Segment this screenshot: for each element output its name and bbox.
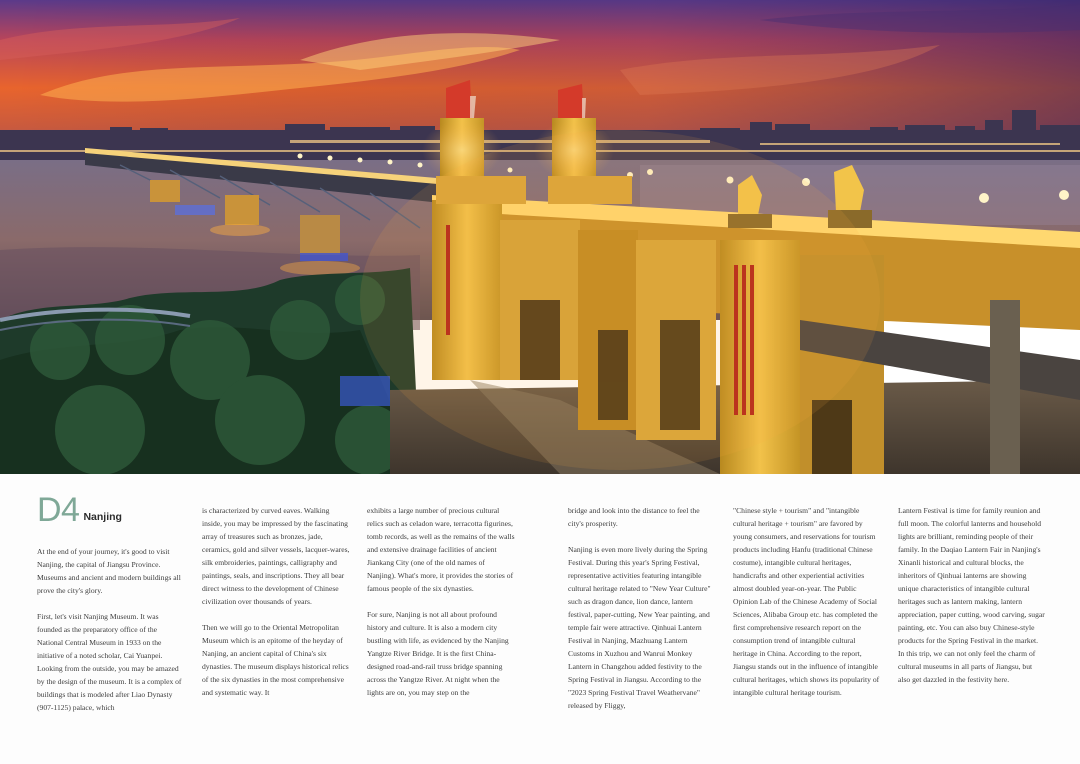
chapter-number: D4 <box>37 491 80 529</box>
text-column-4 <box>568 504 716 712</box>
paragraph: exhibits a large number of precious cultural relics such as celadon ware, terracotta figurines, tomb records, as well as the remains of the walls and extensive drainage facilities of ancient Jiankang City (one of the old names of Nanjing). What's more, it provides the stories of famous people of the six dynasties. <box>367 506 515 593</box>
city-title: Nanjing <box>83 511 122 523</box>
paragraph: For sure, Nanjing is not all about profound history and culture. It is also a modern city bustling with life, as evidenced by the Nanjing Yangtze River Bridge. It is the first China-designed road-and-rail truss bridge spanning across the Yangtze River. At night when the lights are on, you may step on the <box>367 610 509 697</box>
paragraph: Lantern Festival is time for family reunion and full moon. The colorful lanterns and household lights are brilliant, reminding people of their family. In the Daqiao Lantern Fair in Nanjing's Xinanli historical and cultural blocks, the inheritors of Qinhuai lanterns are showing unique characteristics of intangible cultural heritages such as lantern making, lantern appreciation, paper cutting, wood carving, sugar painting, etc. You can also buy Chinese-style products for the Spring Festival in the market. In this trip, we can not only feel the charm of cultural museums in all parts of Jiangsu, but also get dazzled in the festivity here. <box>898 506 1045 684</box>
paragraph: At the end of your journey, it's good to visit Nanjing, the capital of Jiangsu Province. Museums and ancient and modern buildings all prove the city's glory. <box>37 547 181 595</box>
article-body <box>0 474 1080 764</box>
text-column-1 <box>37 545 185 714</box>
text-column-5 <box>733 504 881 699</box>
paragraph: Nanjing is even more lively during the Spring Festival. During this year's Spring Festival, representative activities featuring intangible cultural heritage related to "New Year Culture" such as dragon dance, lion dance, lantern festival, paper-cutting, New Year painting, and temple fair were attractive. Qinhuai Lantern Festival in Nanjing, Mazhuang Lantern Customs in Xuzhou and Wanrui Monkey Lantern in Changzhou added festivity to the Spring Festival in Jiangsu. According to the "2023 Spring Festival Travel Weathervane" released by Fliggy, <box>568 545 711 710</box>
paragraph: is characterized by curved eaves. Walking inside, you may be impressed by the fascinating array of treasures such as bronzes, jade, ceramics, gold and silver vessels, lacquer-wares, silk embroideries, paintings, calligraphy and paintings, seals, and inscriptions. They all bear direct witness to the development of Chinese civilization over thousands of years. <box>202 506 350 606</box>
paragraph: Then we will go to the Oriental Metropolitan Museum which is an epitome of the heyday of Nanjing, an ancient capital of China's six dynasties. The museum displays historical relics of the six dynasties in the most comprehensive and systematic way. It <box>202 623 349 697</box>
text-column-6 <box>898 504 1046 686</box>
paragraph: "Chinese style + tourism" and "intangible cultural heritage + tourism" are favored by young consumers, and reservations for tourism products including Hanfu (traditional Chinese costume), intangible cultural heritages, handicrafts and other experiential activities almost doubled year-on-year. The Public Opinion Lab of the Chinese Academy of Social Sciences, Alibaba Group etc. has completed the first comprehensive research report on the consumption trend of intangible cultural heritage in China. According to the report, Jiangsu stands out in the influence of intangible cultural heritages, which shows its popularity of intangible cultural heritage tourism. <box>733 506 880 697</box>
text-column-3 <box>367 504 515 699</box>
text-column-2 <box>202 504 350 699</box>
article-heading <box>37 491 122 529</box>
paragraph: bridge and look into the distance to feel the city's prosperity. <box>568 506 700 528</box>
paragraph: First, let's visit Nanjing Museum. It was founded as the preparatory office of the National Central Museum in 1933 on the initiative of a noted scholar, Cai Yuanpei. Looking from the outside, you may be amazed by the design of the museum. It is a complex of buildings that is modeled after Liao Dynasty (907-1125) palace, which <box>37 612 182 712</box>
